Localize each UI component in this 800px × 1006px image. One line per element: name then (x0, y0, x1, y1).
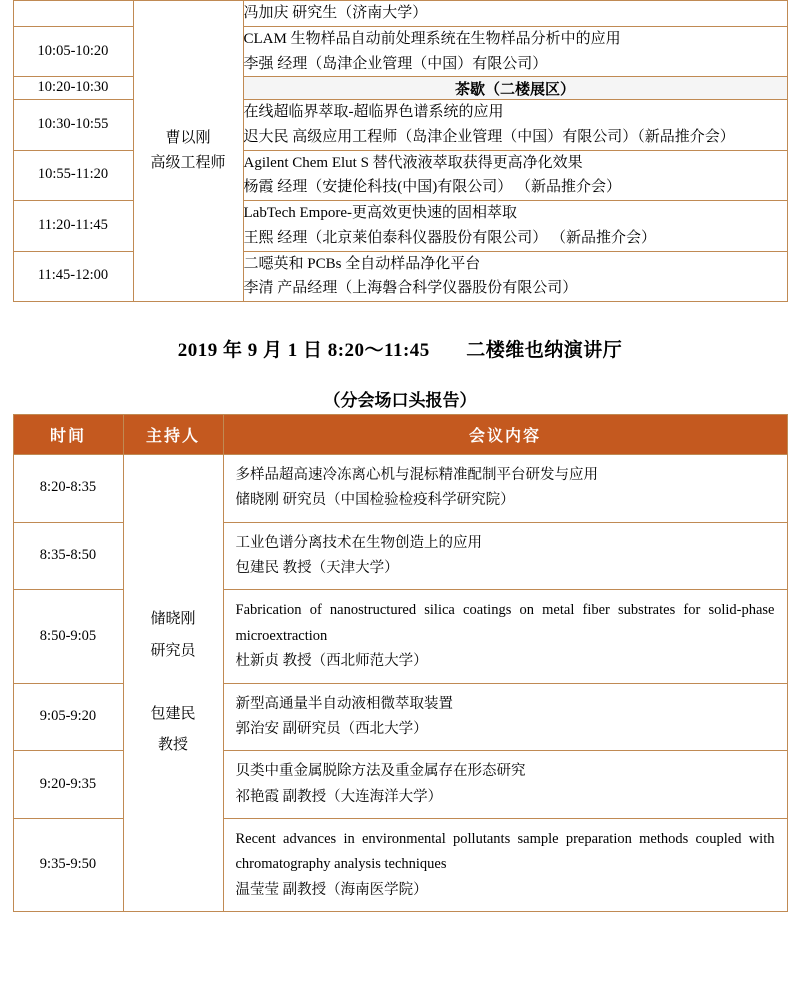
content-title: 多样品超高速冷冻离心机与混标精准配制平台研发与应用 (235, 466, 598, 483)
host-name-1: 储晓刚 (150, 611, 196, 628)
content-speaker: 王熙 经理（北京莱伯泰科仪器股份有限公司） （新品推介会） (243, 229, 657, 246)
host-title-1: 研究员 (150, 642, 196, 659)
header-content: 会议内容 (223, 414, 787, 454)
host-title: 高级工程师 (150, 155, 226, 171)
schedule-table-bottom (13, 414, 788, 912)
time-cell (13, 1, 133, 27)
table-row (13, 454, 787, 522)
content-speaker: 杜新贞 教授（西北师范大学） (235, 653, 428, 670)
content-title: 工业色谱分离技术在生物创造上的应用 (235, 534, 482, 551)
time-cell: 9:20-9:35 (13, 751, 123, 819)
content-speaker: 杨霞 经理（安捷伦科技(中国)有限公司） （新品推介会） (243, 179, 621, 196)
table-row (13, 150, 787, 201)
content-cell (223, 683, 787, 751)
header-host: 主持人 (123, 414, 223, 454)
table-row-break (13, 77, 787, 100)
content-title: CLAM 生物样品自动前处理系统在生物样品分析中的应用 (243, 30, 621, 47)
time-cell: 8:35-8:50 (13, 522, 123, 590)
table-row (13, 201, 787, 252)
content-cell (223, 522, 787, 590)
host-cell (133, 1, 243, 302)
content-cell (243, 201, 787, 252)
content-title: 在线超临界萃取-超临界色谱系统的应用 (243, 104, 504, 120)
content-cell (223, 454, 787, 522)
time-cell: 11:20-11:45 (13, 201, 133, 252)
content-cell (223, 751, 787, 819)
time-cell: 10:55-11:20 (13, 150, 133, 201)
time-cell: 8:50-9:05 (13, 590, 123, 683)
content-cell (243, 100, 787, 151)
time-cell: 9:05-9:20 (13, 683, 123, 751)
content-speaker: 迟大民 高级应用工程师（岛津企业管理（中国）有限公司）（新品推介会） (243, 128, 735, 145)
host-cell (123, 454, 223, 911)
header-time: 时间 (13, 414, 123, 454)
content-speaker: 李强 经理（岛津企业管理（中国）有限公司） (243, 55, 548, 72)
content-cell (223, 819, 787, 912)
session-venue: 二楼维也纳演讲厅 (466, 340, 623, 361)
host-name: 曹以刚 (165, 129, 211, 146)
content-title-en: Recent advances in environmental pollutants sample preparation methods coupled with chromatography analysis techniques (235, 831, 775, 873)
content-title-en: Fabrication of nanostructured silica coatings on metal fiber substrates for solid-phase microextraction (235, 602, 775, 644)
section-heading-block (0, 336, 800, 414)
time-cell: 8:20-8:35 (13, 454, 123, 522)
time-cell: 9:35-9:50 (13, 819, 123, 912)
time-cell: 10:30-10:55 (13, 100, 133, 151)
content-speaker: 储晓刚 研究员（中国检验检疫科学研究院） (235, 492, 515, 509)
content-speaker: 包建民 教授（天津大学） (235, 560, 399, 577)
session-date: 2019 年 9 月 1 日 8:20～11:45 (177, 340, 430, 361)
table-row (13, 100, 787, 151)
content-speaker: 温莹莹 副教授（海南医学院） (235, 881, 428, 898)
content-title: 二噁英和 PCBs 全自动样品净化平台 (243, 255, 481, 272)
table-row (13, 26, 787, 77)
table-row (13, 251, 787, 302)
schedule-table-top (13, 0, 788, 302)
content-title: Agilent Chem Elut S 替代液液萃取获得更高净化效果 (243, 154, 583, 171)
content-cell (243, 251, 787, 302)
content-speaker: 郭治安 副研究员（西北大学） (235, 720, 428, 737)
time-cell: 10:20-10:30 (13, 77, 133, 100)
content-cell (223, 590, 787, 683)
content-speaker: 李清 产品经理（上海磐合科学仪器股份有限公司） (243, 280, 578, 297)
host-spacer (124, 667, 223, 699)
session-title (0, 336, 800, 366)
host-title-2: 教授 (157, 737, 188, 754)
host-name-2: 包建民 (150, 705, 196, 722)
break-label: 茶歇（二楼展区） (243, 77, 787, 100)
table-row (13, 1, 787, 27)
table-header-row (13, 414, 787, 454)
time-cell: 10:05-10:20 (13, 26, 133, 77)
time-cell: 11:45-12:00 (13, 251, 133, 302)
content-title: LabTech Empore-更高效更快速的固相萃取 (243, 205, 517, 221)
content-cell (243, 1, 787, 27)
content-line: 冯加庆 研究生（济南大学） (243, 5, 428, 21)
content-cell (243, 150, 787, 201)
content-title: 新型高通量半自动液相微萃取装置 (235, 695, 453, 712)
content-title: 贝类中重金属脱除方法及重金属存在形态研究 (235, 763, 526, 780)
session-subtitle: （分会场口头报告） (323, 391, 477, 411)
content-cell (243, 26, 787, 77)
content-speaker: 祁艳霞 副教授（大连海洋大学） (235, 788, 443, 805)
